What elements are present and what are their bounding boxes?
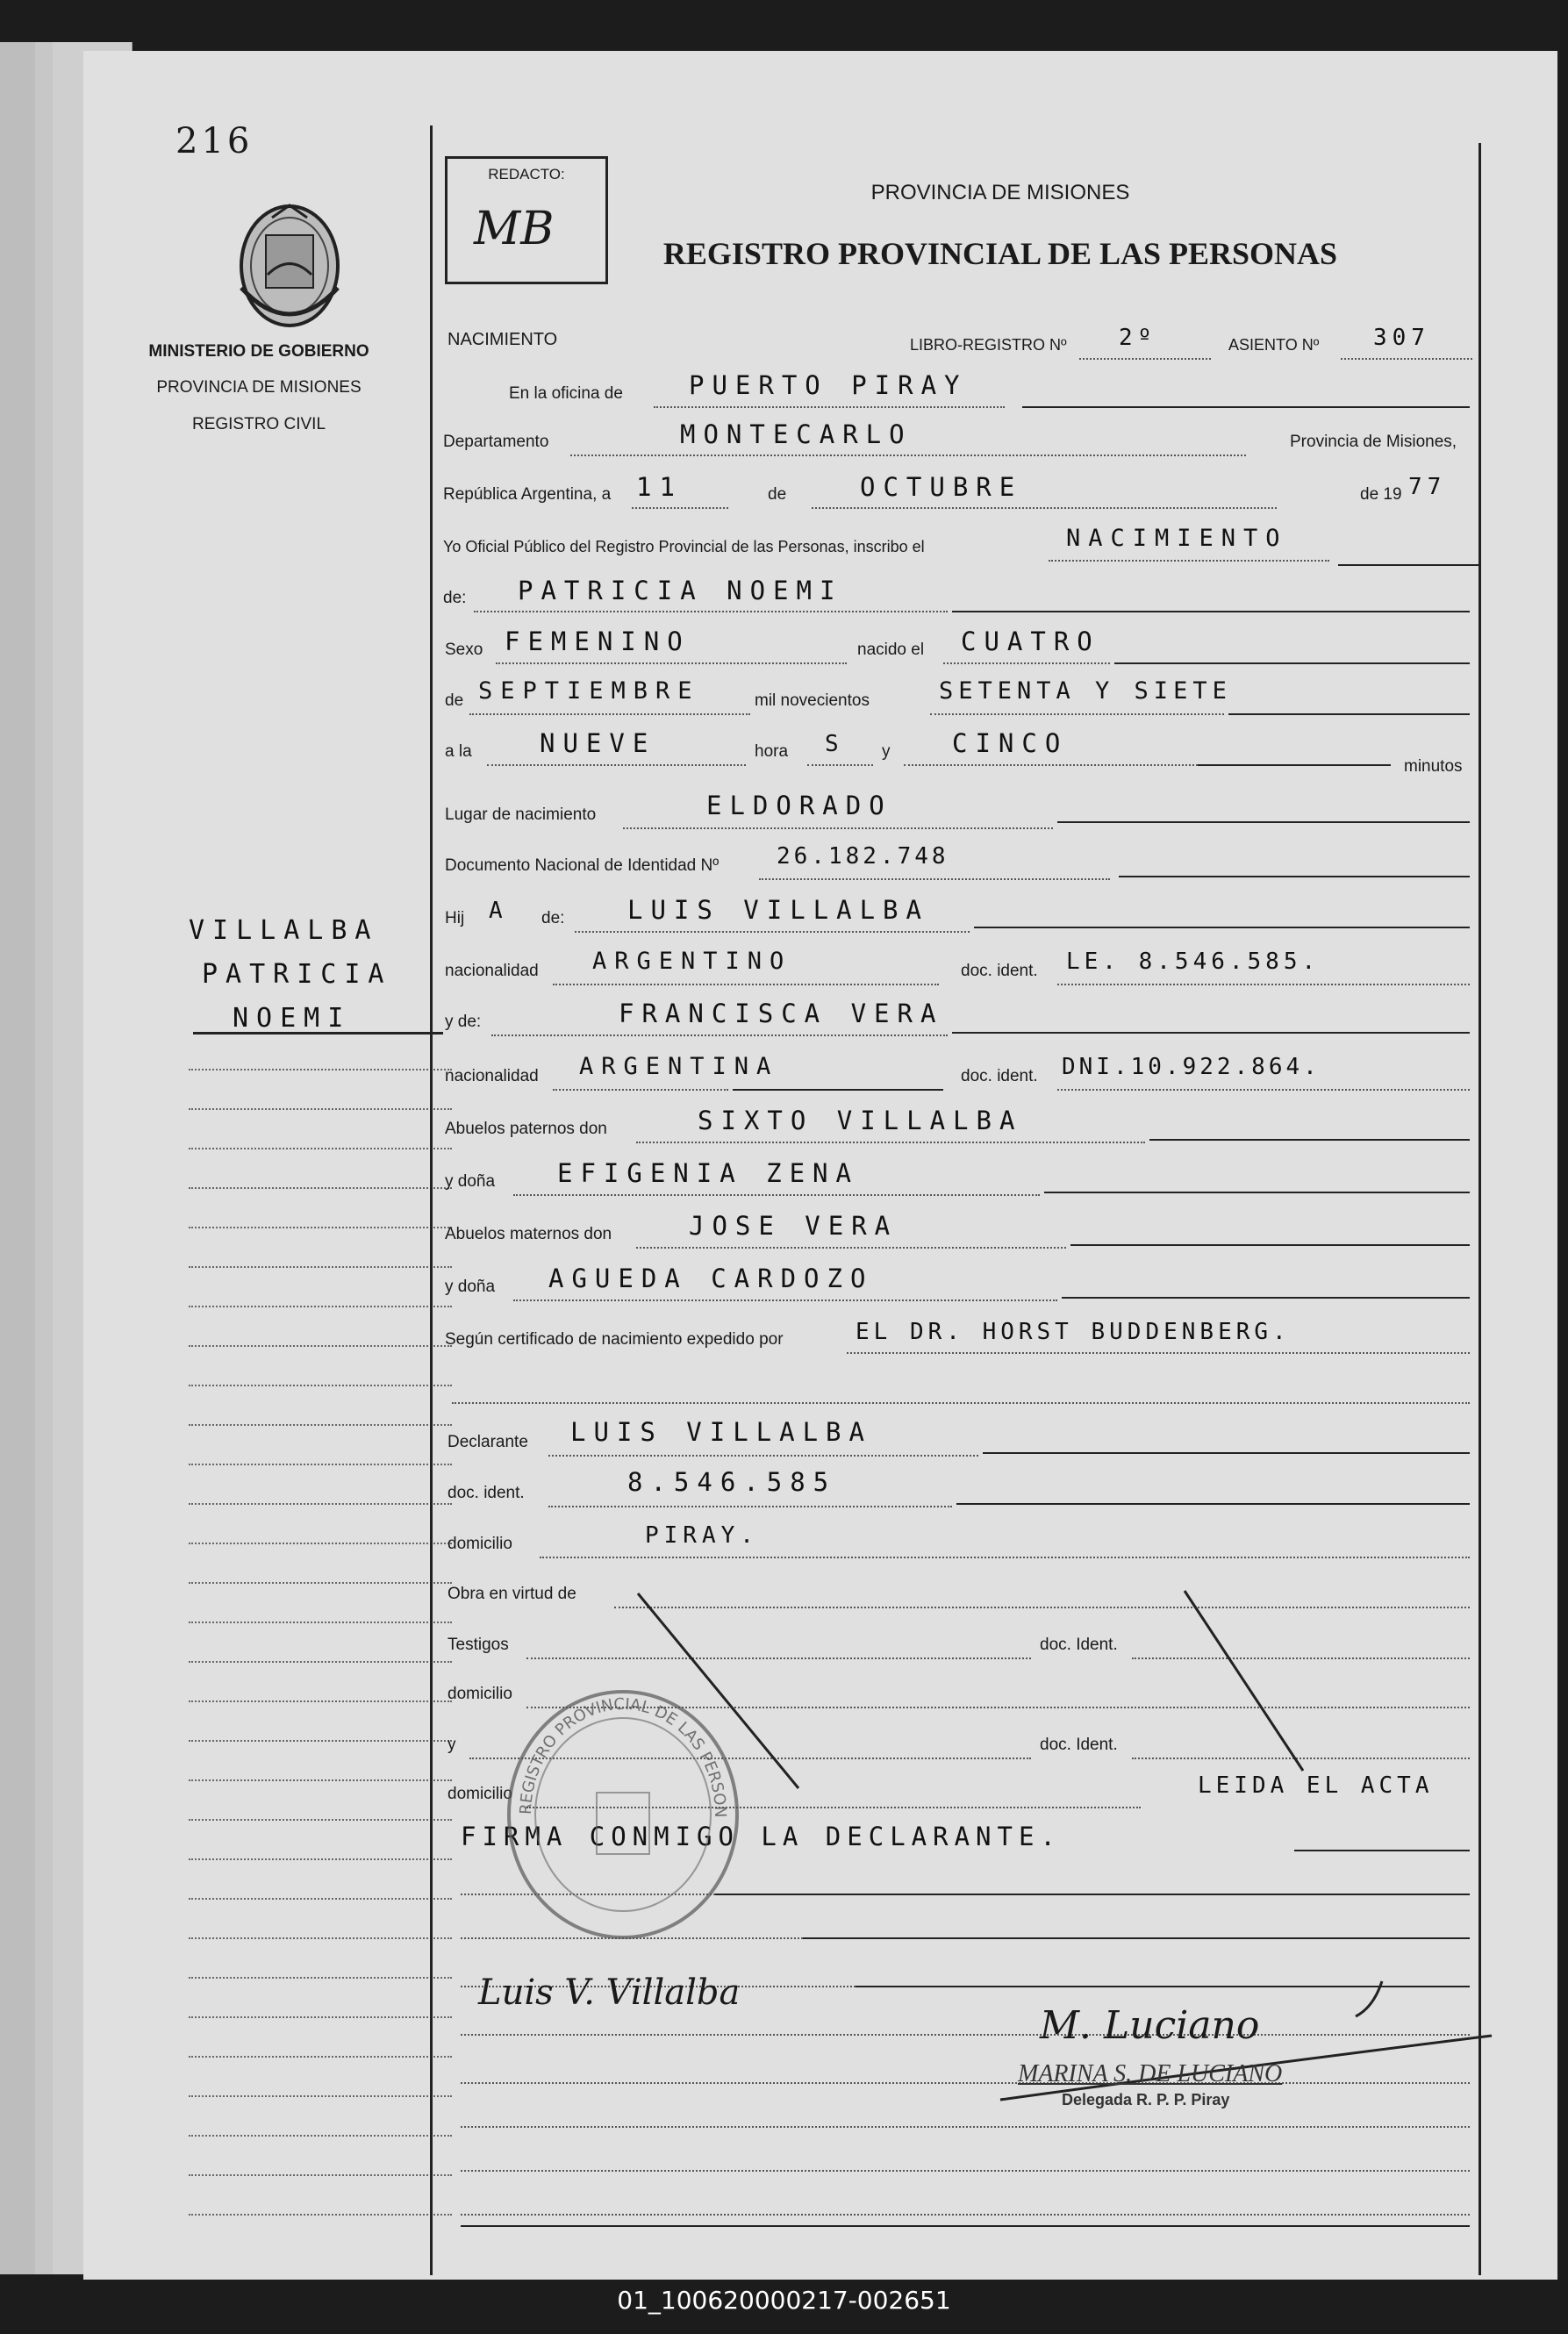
abmat-value: JOSE VERA <box>689 1211 899 1241</box>
minutos-value: CINCO <box>952 728 1069 758</box>
nac1-label: nacionalidad <box>445 962 539 980</box>
abmat-label: Abuelos maternos don <box>445 1225 612 1243</box>
header-title: REGISTRO PROVINCIAL DE LAS PERSONAS <box>662 236 1338 271</box>
declarante-value: LUIS VILLALBA <box>570 1417 872 1447</box>
decl-docid-value: 8.546.585 <box>627 1467 837 1497</box>
oficina-value: PUERTO PIRAY <box>689 370 968 400</box>
sexo-value: FEMENINO <box>505 626 691 656</box>
padre-label: de: <box>541 909 565 927</box>
declarante-signature: Luis V. Villalba <box>478 1972 741 2013</box>
oficina-label: En la oficina de <box>509 384 623 403</box>
decl-docid-label: doc. ident. <box>447 1484 525 1502</box>
anio-label: de 19 <box>1360 485 1402 504</box>
hora-label: hora <box>755 742 789 761</box>
docid1-label: doc. ident. <box>961 962 1038 980</box>
leida-value: LEIDA EL ACTA <box>1198 1772 1434 1799</box>
domicilio-value: PIRAY. <box>645 1522 759 1549</box>
margin-given-name-1: PATRICIA <box>202 959 392 990</box>
inscribo-value: NACIMIENTO <box>1066 525 1288 552</box>
libro-value: 2º <box>1119 325 1157 351</box>
ministry-title: MINISTERIO DE GOBIERNO <box>148 342 369 361</box>
republica-label: República Argentina, a <box>443 485 612 504</box>
test-dom-label: domicilio <box>447 1685 512 1703</box>
test2-docid-label: doc. Ident. <box>1040 1736 1118 1754</box>
docid1-value: LE. 8.546.585. <box>1066 949 1321 975</box>
testigos-label: Testigos <box>447 1636 509 1654</box>
departamento-label: Departamento <box>443 433 549 451</box>
abpat-dona-label: y doña <box>445 1172 496 1191</box>
oficial-text: Yo Oficial Público del Registro Provincial de las Personas, inscribo el <box>443 538 925 555</box>
certificado-label: Según certificado de nacimiento expedido por <box>445 1330 784 1349</box>
docid2-label: doc. ident. <box>961 1067 1038 1085</box>
firma-value: FIRMA CONMIGO LA DECLARANTE. <box>461 1822 1062 1851</box>
provincia-suffix: Provincia de Misiones, <box>1290 433 1457 451</box>
test2-dom-label: domicilio <box>447 1785 512 1803</box>
mes-value: OCTUBRE <box>860 472 1023 502</box>
departamento-value: MONTECARLO <box>680 419 913 449</box>
mes-de-label: de <box>768 485 787 504</box>
nacido-label: nacido el <box>857 641 925 659</box>
asiento-value: 307 <box>1373 325 1430 351</box>
province-label: PROVINCIA DE MISIONES <box>156 378 362 397</box>
dni-label: Documento Nacional de Identidad Nº <box>445 856 720 875</box>
abpat-dona-value: EFIGENIA ZENA <box>557 1158 859 1188</box>
dia-value: 11 <box>636 472 683 502</box>
act-type-label: NACIMIENTO <box>447 330 558 349</box>
nac1-value: ARGENTINO <box>592 948 792 975</box>
hora-suffix-value: S <box>825 731 844 757</box>
test-docid-label: doc. Ident. <box>1040 1636 1118 1654</box>
domicilio-label: domicilio <box>447 1535 512 1553</box>
mil-label: mil novecientos <box>755 691 870 710</box>
declarante-label: Declarante <box>447 1433 528 1451</box>
docid2-value: DNI.10.922.864. <box>1062 1054 1321 1080</box>
lugar-value: ELDORADO <box>706 791 892 820</box>
obra-label: Obra en virtud de <box>447 1585 576 1603</box>
a-la-label: a la <box>445 742 472 761</box>
hij-suffix-value: A <box>489 898 508 924</box>
de-colon-label: de: <box>443 589 467 607</box>
nombre-value: PATRICIA NOEMI <box>518 576 843 605</box>
redacto-initials: MB <box>474 203 555 255</box>
asiento-label: ASIENTO Nº <box>1228 336 1320 354</box>
minutos-label: minutos <box>1404 757 1463 776</box>
image-identifier: 01_100620000217-002651 <box>617 2286 951 2315</box>
abpat-value: SIXTO VILLALBA <box>698 1106 1023 1135</box>
nac2-label: nacionalidad <box>445 1067 539 1085</box>
madre-value: FRANCISCA VERA <box>619 999 944 1028</box>
signature-stroke <box>83 51 1557 2280</box>
lugar-label: Lugar de nacimiento <box>445 805 597 824</box>
nacido-anio-value: SETENTA Y SIETE <box>939 677 1232 705</box>
stamp-text: REGISTRO PROVINCIAL DE LAS PERSON <box>516 1694 730 1818</box>
register-page <box>83 51 1557 2280</box>
abpat-label: Abuelos paternos don <box>445 1120 607 1138</box>
margin-given-name-2: NOEMI <box>233 1003 352 1034</box>
nacido-mes-value: SEPTIEMBRE <box>478 677 700 705</box>
nacido-dia-value: CUATRO <box>961 626 1100 656</box>
official-title: Delegada R. P. P. Piray <box>1062 2091 1230 2108</box>
anio-value: 77 <box>1408 474 1447 500</box>
y2-label: y <box>447 1736 456 1754</box>
hij-label: Hij <box>445 909 465 927</box>
certificado-value: EL DR. HORST BUDDENBERG. <box>856 1319 1291 1345</box>
y-label: y <box>882 742 891 761</box>
de2-label: de <box>445 691 464 710</box>
margin-surname: VILLALBA <box>189 915 379 946</box>
official-signature: M. Luciano <box>1040 2003 1260 2048</box>
sexo-label: Sexo <box>445 641 483 659</box>
libro-label: LIBRO-REGISTRO Nº <box>910 336 1067 354</box>
dni-value: 26.182.748 <box>777 843 949 870</box>
header-province: PROVINCIA DE MISIONES <box>870 181 1130 204</box>
padre-value: LUIS VILLALBA <box>627 895 929 925</box>
madre-label: y de: <box>445 1013 482 1031</box>
official-name: MARINA S. DE LUCIANO <box>1018 2060 1283 2087</box>
hora-value: NUEVE <box>540 728 656 758</box>
registry-label: REGISTRO CIVIL <box>191 415 326 433</box>
abmat-dona-value: AGUEDA CARDOZO <box>548 1264 874 1293</box>
nac2-value: ARGENTINA <box>579 1053 779 1080</box>
abmat-dona-label: y doña <box>445 1278 496 1296</box>
redacto-label: REDACTO: <box>488 166 565 183</box>
page-number: 216 <box>175 121 254 161</box>
